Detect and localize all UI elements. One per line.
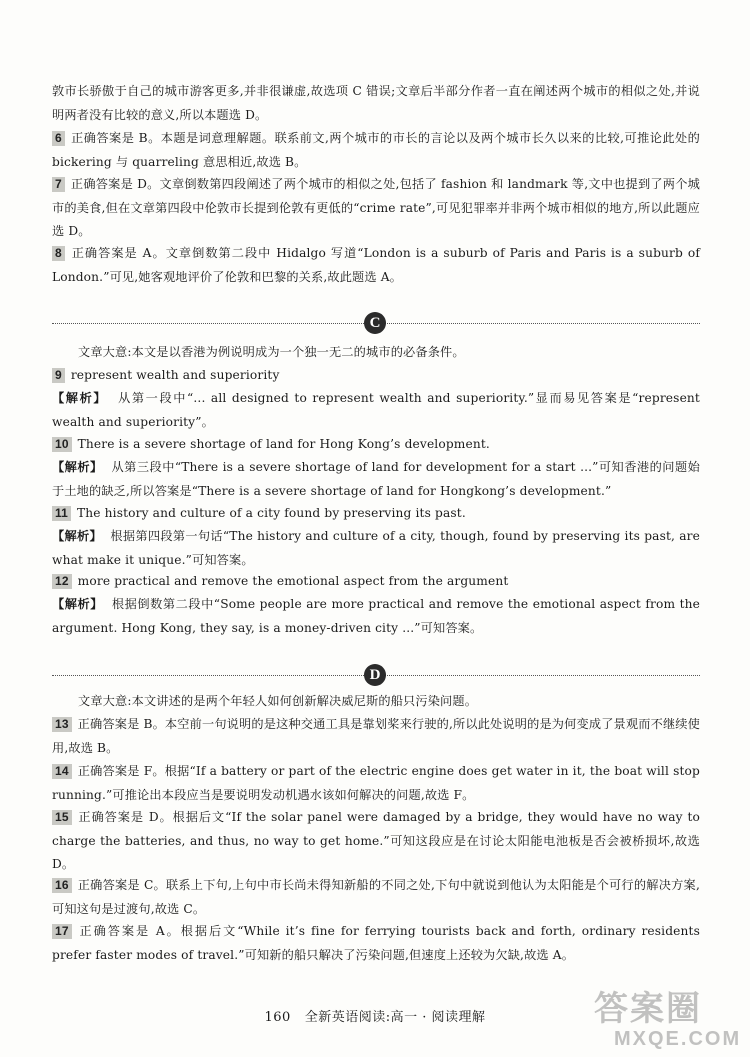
answer-item-12 xyxy=(52,570,700,594)
answer-item-6 xyxy=(52,127,700,174)
answer-text: 正确答案是 D。根据后文“If the solar panel were damaged by a bridge, they would have no way to charge the batteries, and thus, no way to get home.”可知这段应是在讨论太阳能电池板是否会被桥损坏,故选 D。 xyxy=(52,810,700,871)
analysis-9 xyxy=(52,387,700,434)
question-number: 7 xyxy=(52,177,65,192)
answer-text: represent wealth and superiority xyxy=(70,368,280,382)
question-number: 17 xyxy=(52,924,72,939)
answer-item-15 xyxy=(52,806,700,877)
question-number: 14 xyxy=(52,764,72,779)
section-c-summary xyxy=(78,341,700,365)
analysis-10 xyxy=(52,456,700,503)
answer-item-8 xyxy=(52,242,700,289)
analysis-label: 【解析】 xyxy=(52,460,103,474)
answer-text: 正确答案是 B。本空前一句说明的是这种交通工具是靠划桨来行驶的,所以此处说明的是为何变成了景观而不继续使用,故选 B。 xyxy=(52,717,700,755)
answer-item-7 xyxy=(52,173,700,244)
answer-item-16 xyxy=(52,874,700,921)
watermark-line1: 答案圈 xyxy=(594,990,702,1028)
analysis-label: 【解析】 xyxy=(52,529,103,543)
answer-item-14 xyxy=(52,760,700,807)
analysis-12 xyxy=(52,593,700,640)
answer-text: 正确答案是 C。联系上下句,上句中市长尚未得知新船的不同之处,下句中就说到他认为太阳能是个可行的解决方案,可知这句是过渡句,故选 C。 xyxy=(52,878,700,916)
answer-text: 正确答案是 A。根据后文“While it’s fine for ferrying tourists back and forth, ordinary residents prefer faster modes of travel.”可知新的船只解决了污染问题,但速度上还较为欠缺,故选 A。 xyxy=(52,924,700,962)
section-badge-c: C xyxy=(364,312,386,334)
question-number: 13 xyxy=(52,717,72,732)
analysis-label: 【解析】 xyxy=(52,391,108,405)
answer-item-13 xyxy=(52,713,700,760)
section-badge-d: D xyxy=(364,664,386,686)
answer-item-17 xyxy=(52,920,700,967)
analysis-text: 从第三段中“There is a severe shortage of land for development for a start ...”可知香港的问题始于土地的缺乏,所以答案是“There is a severe shortage of land for Hongkong’s development.” xyxy=(52,460,700,498)
question-number: 8 xyxy=(52,246,65,261)
question-number: 15 xyxy=(52,810,72,825)
analysis-label: 【解析】 xyxy=(52,597,103,611)
question-number: 12 xyxy=(52,574,72,589)
book-title: 全新英语阅读:高一 · 阅读理解 xyxy=(304,1010,486,1025)
question-number: 9 xyxy=(52,368,65,383)
answer-item-9 xyxy=(52,364,700,388)
answer-text: 正确答案是 D。文章倒数第四段阐述了两个城市的相似之处,包括了 fashion 和 landmark 等,文中也提到了两个城市的美食,但在文章第四段中伦敦市长提到伦敦有更低的“crime rate”,可见犯罪率并非两个城市相似的地方,所以此题应选 D。 xyxy=(52,177,700,238)
page-number: 160 xyxy=(264,1010,291,1025)
summary-text: 文章大意:本文讲述的是两个年轻人如何创新解决威尼斯的船只污染问题。 xyxy=(78,694,478,708)
analysis-11 xyxy=(52,525,700,572)
answer-text: 正确答案是 B。本题是词意理解题。联系前文,两个城市的市长的言论以及两个城市长久以来的比较,可推论此处的 bickering 与 quarreling 意思相近,故选 B。 xyxy=(52,131,700,169)
paragraph-text: 敦市长骄傲于自己的城市游客更多,并非很谦虚,故选项 C 错误;文章后半部分作者一直在阐述两个城市的相似之处,并说明两者没有比较的意义,所以本题选 D。 xyxy=(52,84,700,122)
answer-text: 正确答案是 F。根据“If a battery or part of the electric engine does get water in it, the boat will stop running.”可推论出本段应当是要说明发动机遇水该如何解决的问题,故选 F。 xyxy=(52,764,700,802)
section-d-summary xyxy=(78,690,700,714)
watermark-line2: MXQE.COM xyxy=(614,1028,742,1050)
answer-text: The history and culture of a city found by preserving its past. xyxy=(77,506,466,520)
continuation-paragraph xyxy=(52,80,700,127)
analysis-text: 从第一段中“... all designed to represent wealth and superiority.”显而易见答案是“represent wealth and superiority”。 xyxy=(52,391,700,429)
question-number: 16 xyxy=(52,878,72,893)
watermark-logo xyxy=(594,990,744,1052)
question-number: 6 xyxy=(52,131,65,146)
question-number: 11 xyxy=(52,506,71,521)
answer-text: There is a severe shortage of land for Hong Kong’s development. xyxy=(77,437,490,451)
answer-text: 正确答案是 A。文章倒数第二段中 Hidalgo 写道“London is a suburb of Paris and Paris is a suburb of London.”可见,她客观地评价了伦敦和巴黎的关系,故此题选 A。 xyxy=(52,246,700,284)
answer-item-10 xyxy=(52,433,700,457)
answer-item-11 xyxy=(52,502,700,526)
analysis-text: 根据倒数第二段中“Some people are more practical and remove the emotional aspect from the argument. Hong Kong, they say, is a money-driven city ...”可知答案。 xyxy=(52,597,700,635)
question-number: 10 xyxy=(52,437,72,452)
analysis-text: 根据第四段第一句话“The history and culture of a city, though, found by preserving its past, are what make it unique.”可知答案。 xyxy=(52,529,700,567)
summary-text: 文章大意:本文是以香港为例说明成为一个独一无二的城市的必备条件。 xyxy=(78,345,465,359)
answer-text: more practical and remove the emotional aspect from the argument xyxy=(77,574,509,588)
